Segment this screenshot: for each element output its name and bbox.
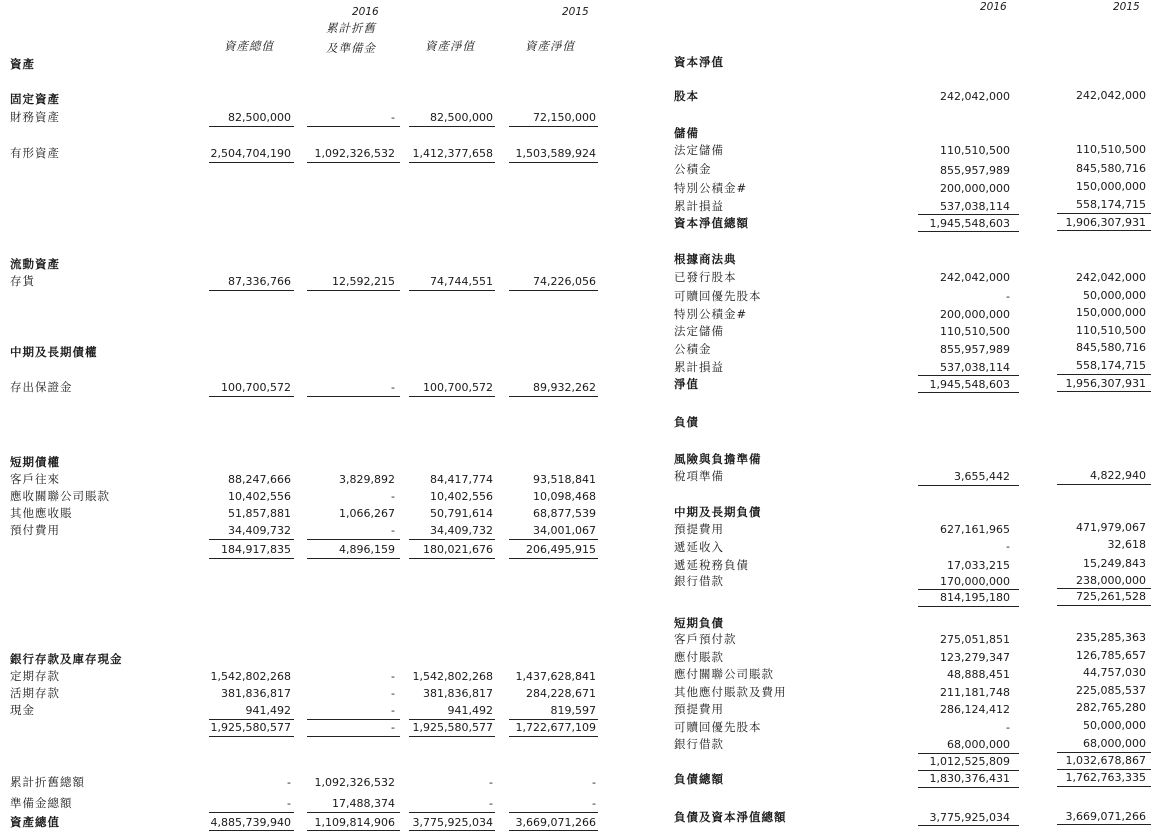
v2015-cell: 110,510,500 xyxy=(1076,324,1146,337)
v2016-cell: 1,945,548,603 xyxy=(929,217,1010,230)
row-label: 負債及資本淨值總額 xyxy=(674,810,787,824)
row-label: 預付費用 xyxy=(10,523,60,537)
v2016-cell: 3,775,925,034 xyxy=(929,811,1010,824)
v2016-cell: 242,042,000 xyxy=(940,90,1010,103)
depr-cell: 12,592,215 xyxy=(332,275,395,288)
depr-cell: - xyxy=(391,490,395,503)
depr-cell: 1,092,326,532 xyxy=(314,776,395,789)
v2015-cell: 4,822,940 xyxy=(1090,469,1146,482)
shortterm-receivables-title: 短期債權 xyxy=(10,455,60,469)
v2016-cell: 855,957,989 xyxy=(940,164,1010,177)
v2015-cell: 235,285,363 xyxy=(1076,631,1146,644)
row-label: 法定儲備 xyxy=(674,143,724,157)
header-year-2015: 2015 xyxy=(562,6,589,18)
row-label: 稅項準備 xyxy=(674,469,724,483)
prev-cell: 93,518,841 xyxy=(533,473,596,486)
v2015-cell: 282,765,280 xyxy=(1076,701,1146,714)
row-label: 累計損益 xyxy=(674,199,724,213)
v2016-cell: - xyxy=(1006,290,1010,303)
gross-cell: 87,336,766 xyxy=(228,275,291,288)
depr-cell: - xyxy=(391,524,395,537)
gross-cell: - xyxy=(287,797,291,810)
v2015-cell: 558,174,715 xyxy=(1076,359,1146,372)
v2016-cell: 211,181,748 xyxy=(940,686,1010,699)
v2016-cell: 110,510,500 xyxy=(940,325,1010,338)
v2016-cell: 286,124,412 xyxy=(940,703,1010,716)
v2015-cell: 1,906,307,931 xyxy=(1065,216,1146,229)
net-cell: 34,409,732 xyxy=(430,524,493,537)
row-label: 特別公積金# xyxy=(674,307,748,321)
net-cell: 381,836,817 xyxy=(423,687,493,700)
row-label: 存貨 xyxy=(10,274,35,288)
section-liabilities-title: 負債 xyxy=(674,415,699,429)
v2015-cell: 15,249,843 xyxy=(1083,557,1146,570)
row-label: 應收關聯公司賬款 xyxy=(10,489,110,503)
net-cell: 3,775,925,034 xyxy=(412,816,493,829)
v2016-cell: 123,279,347 xyxy=(940,651,1010,664)
row-label: 淨值 xyxy=(674,377,699,391)
row-label: 遞延收入 xyxy=(674,540,724,554)
v2016-cell: 110,510,500 xyxy=(940,144,1010,157)
gross-cell: 2,504,704,190 xyxy=(210,147,291,160)
net-cell: 10,402,556 xyxy=(430,490,493,503)
row-label: 活期存款 xyxy=(10,686,60,700)
v2016-cell: 855,957,989 xyxy=(940,343,1010,356)
cash-title: 銀行存款及庫存現金 xyxy=(10,652,123,666)
gross-cell: 1,542,802,268 xyxy=(210,670,291,683)
row-label: 客戶預付款 xyxy=(674,632,737,646)
prev-cell: 72,150,000 xyxy=(533,111,596,124)
net-cell: - xyxy=(489,797,493,810)
v2016-cell: 537,038,114 xyxy=(940,200,1010,213)
v2016-cell: 3,655,442 xyxy=(954,470,1010,483)
row-label: 負債總額 xyxy=(674,772,724,786)
row-label: 資本淨值總額 xyxy=(674,216,749,230)
net-cell: 180,021,676 xyxy=(423,543,493,556)
v2015-cell: 126,785,657 xyxy=(1076,649,1146,662)
header-net-value-2015: 資產淨值 xyxy=(525,39,575,53)
current-assets-title: 流動資產 xyxy=(10,257,60,271)
v2016-cell: 48,888,451 xyxy=(947,668,1010,681)
row-label: 特別公積金# xyxy=(674,181,748,195)
v2015-cell: 44,757,030 xyxy=(1083,666,1146,679)
row-label: 資產總值 xyxy=(10,815,60,829)
v2015-cell: 1,762,763,335 xyxy=(1065,771,1146,784)
prev-cell: 1,503,589,924 xyxy=(515,147,596,160)
row-label: 股本 xyxy=(674,89,699,103)
gross-cell: 1,925,580,577 xyxy=(210,721,291,734)
row-label: 預提費用 xyxy=(674,522,724,536)
prev-cell: 3,669,071,266 xyxy=(515,816,596,829)
net-cell: 84,417,774 xyxy=(430,473,493,486)
row-label: 可贖回優先股本 xyxy=(674,720,762,734)
row-label: 公積金 xyxy=(674,162,712,176)
row-label: 已發行股本 xyxy=(674,270,737,284)
v2015-cell: 242,042,000 xyxy=(1076,89,1146,102)
row-label: 客戶往來 xyxy=(10,472,60,486)
row-label: 其他應收賬 xyxy=(10,506,73,520)
header-year-2016: 2016 xyxy=(980,1,1007,13)
net-cell: 1,412,377,658 xyxy=(412,147,493,160)
gross-cell: 88,247,666 xyxy=(228,473,291,486)
v2015-cell: 845,580,716 xyxy=(1076,162,1146,175)
v2015-cell: 32,618 xyxy=(1107,538,1146,551)
prev-cell: 74,226,056 xyxy=(533,275,596,288)
v2015-cell: 242,042,000 xyxy=(1076,271,1146,284)
row-label: 應付關聯公司賬款 xyxy=(674,667,774,681)
v2016-cell: 814,195,180 xyxy=(940,591,1010,604)
row-label: 銀行借款 xyxy=(674,574,724,588)
v2015-cell: 1,032,678,867 xyxy=(1065,754,1146,767)
depr-cell: - xyxy=(391,111,395,124)
v2015-cell: 845,580,716 xyxy=(1076,341,1146,354)
prev-cell: 10,098,468 xyxy=(533,490,596,503)
prev-cell: 34,001,067 xyxy=(533,524,596,537)
v2016-cell: 200,000,000 xyxy=(940,308,1010,321)
prev-cell: 1,722,677,109 xyxy=(515,721,596,734)
prev-cell: 819,597 xyxy=(550,704,596,717)
header-depreciation-line2: 及準備金 xyxy=(326,41,376,55)
v2016-cell: 17,033,215 xyxy=(947,559,1010,572)
v2015-cell: 110,510,500 xyxy=(1076,143,1146,156)
depr-cell: - xyxy=(391,721,395,734)
v2016-cell: 1,945,548,603 xyxy=(929,378,1010,391)
net-cell: 74,744,551 xyxy=(430,275,493,288)
v2015-cell: 1,956,307,931 xyxy=(1065,377,1146,390)
prev-cell: 284,228,671 xyxy=(526,687,596,700)
row-label: 預提費用 xyxy=(674,702,724,716)
v2015-cell: 471,979,067 xyxy=(1076,521,1146,534)
depr-cell: 3,829,892 xyxy=(339,473,395,486)
fixed-assets-title: 固定資產 xyxy=(10,92,60,106)
v2016-cell: 170,000,000 xyxy=(940,575,1010,588)
depr-cell: - xyxy=(391,381,395,394)
v2015-cell: 68,000,000 xyxy=(1083,737,1146,750)
v2016-cell: 200,000,000 xyxy=(940,182,1010,195)
v2016-cell: - xyxy=(1006,540,1010,553)
prev-cell: - xyxy=(592,776,596,789)
v2015-cell: 150,000,000 xyxy=(1076,180,1146,193)
v2016-cell: 1,830,376,431 xyxy=(929,772,1010,785)
row-label: 累計折舊總額 xyxy=(10,775,85,789)
gross-cell: 381,836,817 xyxy=(221,687,291,700)
row-label: 存出保證金 xyxy=(10,380,73,394)
row-label: 財務資產 xyxy=(10,110,60,124)
v2015-cell: 558,174,715 xyxy=(1076,198,1146,211)
section-equity-title: 資本淨值 xyxy=(674,55,724,69)
row-label: 累計損益 xyxy=(674,360,724,374)
row-label: 銀行借款 xyxy=(674,737,724,751)
prev-cell: 89,932,262 xyxy=(533,381,596,394)
prev-cell: 206,495,915 xyxy=(526,543,596,556)
gross-cell: 34,409,732 xyxy=(228,524,291,537)
net-cell: 1,542,802,268 xyxy=(412,670,493,683)
net-cell: 82,500,000 xyxy=(430,111,493,124)
v2016-cell: - xyxy=(1006,721,1010,734)
v2015-cell: 225,085,537 xyxy=(1076,684,1146,697)
row-label: 公積金 xyxy=(674,342,712,356)
depr-cell: 17,488,374 xyxy=(332,797,395,810)
gross-cell: 941,492 xyxy=(245,704,291,717)
header-year-2015: 2015 xyxy=(1113,1,1140,13)
v2015-cell: 3,669,071,266 xyxy=(1065,810,1146,823)
gross-cell: 10,402,556 xyxy=(228,490,291,503)
row-label: 現金 xyxy=(10,703,35,717)
gross-cell: 82,500,000 xyxy=(228,111,291,124)
depr-cell: - xyxy=(391,704,395,717)
depr-cell: 1,066,267 xyxy=(339,507,395,520)
gross-cell: 4,885,739,940 xyxy=(210,816,291,829)
net-cell: 100,700,572 xyxy=(423,381,493,394)
v2015-cell: 50,000,000 xyxy=(1083,289,1146,302)
depr-cell: 4,896,159 xyxy=(339,543,395,556)
header-net-value-2016: 資產淨值 xyxy=(425,39,475,53)
depr-cell: 1,109,814,906 xyxy=(314,816,395,829)
v2015-cell: 238,000,000 xyxy=(1076,574,1146,587)
row-label: 其他應付賬款及費用 xyxy=(674,685,787,699)
v2015-cell: 150,000,000 xyxy=(1076,306,1146,319)
depr-cell: - xyxy=(391,670,395,683)
depr-cell: 1,092,326,532 xyxy=(314,147,395,160)
v2016-cell: 627,161,965 xyxy=(940,523,1010,536)
v2016-cell: 275,051,851 xyxy=(940,633,1010,646)
row-label: 法定儲備 xyxy=(674,324,724,338)
gross-cell: 100,700,572 xyxy=(221,381,291,394)
row-label: 有形資產 xyxy=(10,146,60,160)
v2015-cell: 50,000,000 xyxy=(1083,719,1146,732)
longterm-liabilities-title: 中期及長期負債 xyxy=(674,505,762,519)
header-year-2016: 2016 xyxy=(352,6,379,18)
net-cell: 1,925,580,577 xyxy=(412,721,493,734)
prev-cell: - xyxy=(592,797,596,810)
shortterm-liabilities-title: 短期負債 xyxy=(674,616,724,630)
header-depreciation-line1: 累計折舊 xyxy=(326,21,376,35)
v2016-cell: 537,038,114 xyxy=(940,361,1010,374)
row-label: 應付賬款 xyxy=(674,650,724,664)
section-assets-title: 資產 xyxy=(10,57,35,71)
net-cell: 941,492 xyxy=(447,704,493,717)
row-label: 準備金總額 xyxy=(10,796,73,810)
longterm-receivables-title: 中期及長期債權 xyxy=(10,345,98,359)
gross-cell: 184,917,835 xyxy=(221,543,291,556)
gross-cell: 51,857,881 xyxy=(228,507,291,520)
depr-cell: - xyxy=(391,687,395,700)
row-label: 遞延稅務負債 xyxy=(674,558,749,572)
row-label: 可贖回優先股本 xyxy=(674,289,762,303)
v2015-cell: 725,261,528 xyxy=(1076,590,1146,603)
v2016-cell: 68,000,000 xyxy=(947,738,1010,751)
net-cell: - xyxy=(489,776,493,789)
commercial-code-title: 根據商法典 xyxy=(674,252,737,266)
reserves-title: 儲備 xyxy=(674,126,699,140)
header-gross-value: 資產總值 xyxy=(224,39,274,53)
v2016-cell: 242,042,000 xyxy=(940,271,1010,284)
risk-provisions-title: 風險與負擔準備 xyxy=(674,452,762,466)
prev-cell: 1,437,628,841 xyxy=(515,670,596,683)
net-cell: 50,791,614 xyxy=(430,507,493,520)
v2016-cell: 1,012,525,809 xyxy=(929,755,1010,768)
prev-cell: 68,877,539 xyxy=(533,507,596,520)
row-label: 定期存款 xyxy=(10,669,60,683)
gross-cell: - xyxy=(287,776,291,789)
